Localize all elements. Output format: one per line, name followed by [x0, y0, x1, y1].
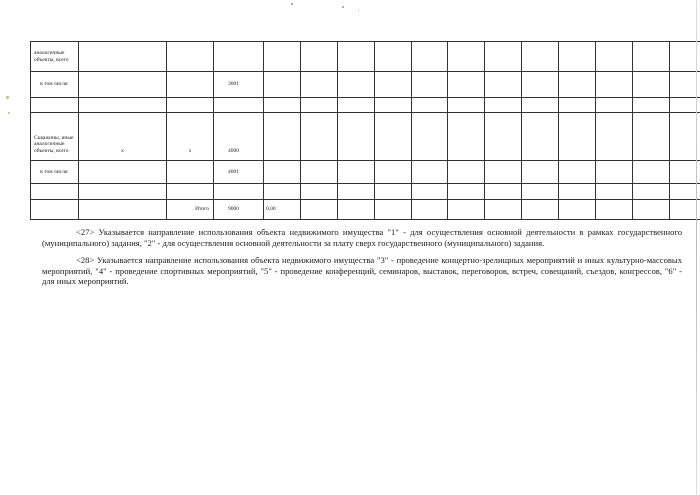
cell: [79, 42, 167, 72]
table-row: [31, 184, 700, 200]
row-label: Скважины, иные аналогичные объекты, всего: [31, 113, 79, 161]
cell: x: [79, 113, 167, 161]
table-row: [31, 72, 700, 98]
table-row-total: [31, 200, 700, 220]
row-code: 4000: [214, 113, 264, 161]
cell-value: [264, 72, 301, 98]
cell: [167, 184, 214, 200]
cell: [79, 200, 167, 220]
table-row: [31, 113, 700, 161]
cell: [167, 161, 214, 184]
cell: [167, 72, 214, 98]
row-label: [31, 98, 79, 113]
cell: [79, 161, 167, 184]
total-label: Итого: [167, 200, 214, 220]
row-code: 4001: [214, 161, 264, 184]
cell-value: [264, 184, 301, 200]
footnotes: [42, 227, 682, 294]
cell: [79, 72, 167, 98]
row-code: [214, 42, 264, 72]
cell: [167, 98, 214, 113]
scan-speck: [291, 3, 293, 5]
property-table: [30, 41, 700, 220]
row-label: [31, 200, 79, 220]
cell: [79, 184, 167, 200]
scan-speck: [6, 96, 9, 99]
row-code: [214, 184, 264, 200]
cell-value: [264, 42, 301, 72]
row-label: в том числе:: [31, 72, 79, 98]
total-value: 0,00: [264, 200, 301, 220]
cell-value: [264, 161, 301, 184]
scan-speck: [358, 10, 359, 11]
row-code: 3001: [214, 72, 264, 98]
table-row: [31, 98, 700, 113]
row-code: [214, 98, 264, 113]
cell: x: [167, 113, 214, 161]
row-label: в том числе:: [31, 161, 79, 184]
cell: [79, 98, 167, 113]
table-row: [31, 161, 700, 184]
row-label: [31, 184, 79, 200]
scan-speck: [8, 112, 10, 114]
cell: [167, 42, 214, 72]
cell-value: [264, 98, 301, 113]
scan-speck: [342, 6, 344, 8]
row-code: 9000: [214, 200, 264, 220]
table-row: [31, 42, 700, 72]
footnote-28: <28> Указывается направление использования объекта недвижимого имущества "3" - проведение концертно-зрелищных мероприятий и иных культурно-массовых мероприятий, "4" - проведение спортивных мероприятий, "5" - проведение конференций, семинаров, выставок, переговоров, встреч, совещаний, съездов, конгрессов, "6" - для иных мероприятий.: [42, 255, 682, 287]
scan-edge: [696, 0, 697, 495]
row-label: аналогичные объекты, всего: [31, 42, 79, 72]
footnote-27: <27> Указывается направление использования объекта недвижимого имущества "1" - для осуществления основной деятельности в рамках государственного (муниципального) задания, "2" - для осуществления основной деятельности за плату сверх государственного (муниципального) задания.: [42, 227, 682, 248]
cell-value: [264, 113, 301, 161]
